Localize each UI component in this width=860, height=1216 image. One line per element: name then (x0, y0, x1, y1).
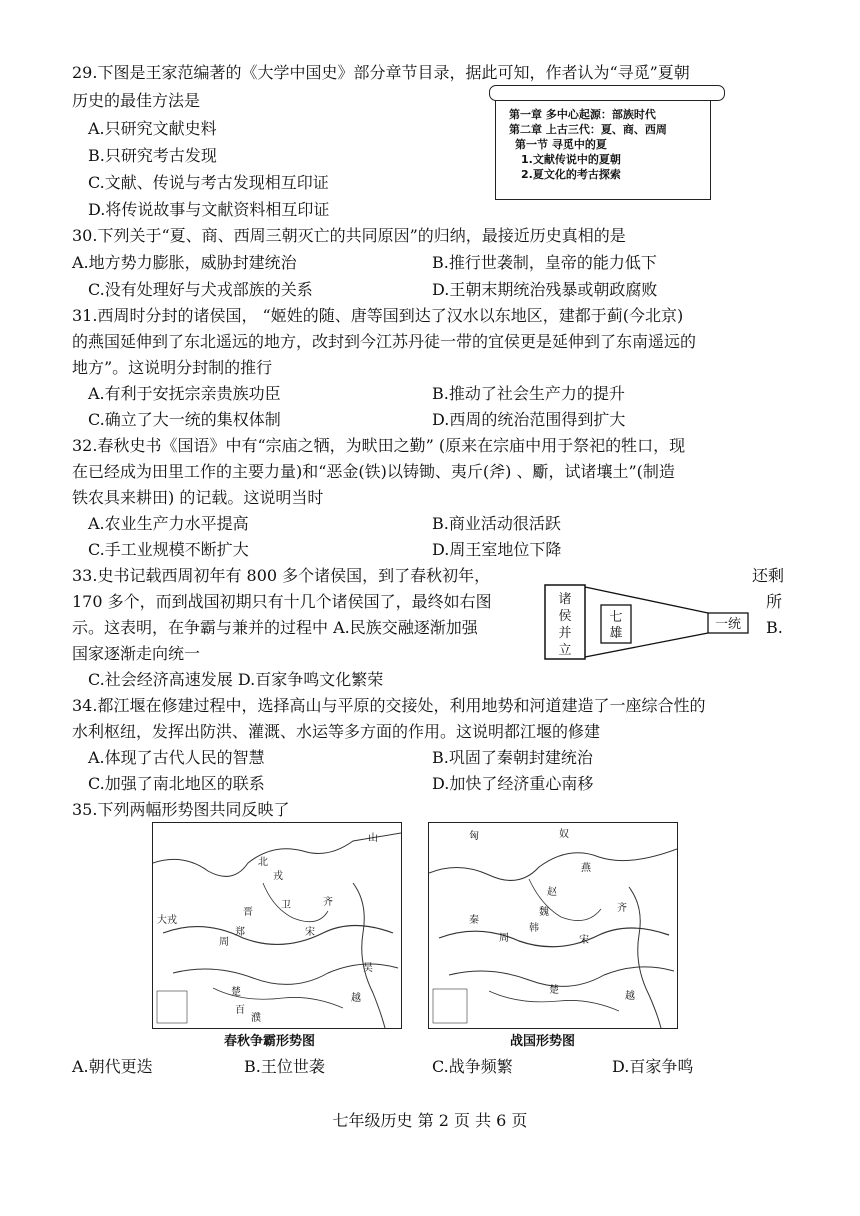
q34-option-a[interactable]: A.体现了古代人民的智慧 (88, 748, 265, 767)
svg-text:宋: 宋 (305, 927, 315, 938)
svg-text:越: 越 (625, 991, 635, 1002)
scroll-roll (489, 85, 725, 101)
book-contents-scroll (489, 85, 723, 200)
svg-text:晋: 晋 (243, 907, 253, 918)
q31-option-b[interactable]: B.推动了社会生产力的提升 (432, 384, 625, 403)
svg-text:奴: 奴 (559, 829, 569, 840)
diagram-left-c1: 诸 (558, 592, 572, 607)
svg-text:北: 北 (258, 857, 268, 868)
q35-stem: 35.下列两幅形势图共同反映了 (72, 800, 290, 819)
scroll-line-4: 1.文献传说中的夏朝 (521, 153, 621, 166)
q34-stem-line2: 水利枢纽，发挥出防洪、灌溉、水运等多方面的作用。这说明都江堰的修建 (72, 722, 601, 741)
q32-option-b[interactable]: B.商业活动很活跃 (432, 514, 561, 533)
q33-line2: 170 多个，而到战国初期只有十几个诸侯国了，最终如右图 (72, 592, 492, 611)
q32-option-d[interactable]: D.周王室地位下降 (432, 540, 562, 559)
q33-line4: 国家逐渐走向统一 (72, 644, 201, 663)
svg-text:濮: 濮 (251, 1013, 261, 1024)
svg-text:楚: 楚 (231, 987, 241, 998)
diagram-mid-c2: 雄 (609, 626, 623, 641)
diagram-mid-c1: 七 (609, 610, 623, 625)
q31-stem-line1: 31.西周时分封的诸侯国， “姬姓的随、唐等国到达了汉水以东地区，建都于蓟(今北京) (72, 306, 684, 325)
svg-text:韩: 韩 (529, 923, 539, 934)
svg-text:匈: 匈 (469, 831, 479, 842)
svg-text:燕: 燕 (581, 863, 591, 874)
svg-text:越: 越 (351, 993, 361, 1004)
q31-option-d[interactable]: D.西周的统治范围得到扩大 (432, 410, 626, 429)
q33-line3: 示。这表明，在争霸与兼并的过程中 A.民族交融逐渐加强 (72, 618, 478, 637)
svg-text:魏: 魏 (539, 907, 549, 918)
q34-option-c[interactable]: C.加强了南北地区的联系 (88, 774, 265, 793)
q29-stem-line1: 29.下图是王家范编著的《大学中国史》部分章节目录，据此可知，作者认为“寻觅”夏朝 (72, 63, 690, 82)
q35-option-a[interactable]: A.朝代更迭 (72, 1057, 153, 1076)
scroll-contents (509, 107, 667, 182)
scroll-line-2: 第二章 上古三代：夏、商、西周 (509, 123, 667, 136)
svg-text:吴: 吴 (363, 963, 373, 974)
q33-line1-end: 还剩 (752, 566, 785, 585)
q34-option-b[interactable]: B.巩固了秦朝封建统治 (432, 748, 593, 767)
q31-stem-line2: 的燕国延伸到了东北遥远的地方，改封到今江苏丹徒一带的宜侯更是延伸到了东南遥远的 (72, 332, 697, 351)
q29-option-b[interactable]: B.只研究考古发现 (88, 146, 217, 165)
q34-stem-line1: 34.都江堰在修建过程中，选择高山与平原的交接处，利用地势和河道建造了一座综合性的 (72, 696, 706, 715)
diagram-left-c4: 立 (558, 643, 572, 658)
diagram-right-text: 一统 (714, 617, 742, 632)
svg-text:卫: 卫 (281, 900, 291, 911)
q32-stem-line3: 铁农具来耕田) 的记载。这说明当时 (72, 488, 324, 507)
warring-states-map-caption: 战国形势图 (510, 1034, 576, 1049)
q31-option-a[interactable]: A.有利于安抚宗亲贵族功臣 (88, 384, 281, 403)
svg-text:赵: 赵 (547, 887, 557, 898)
q32-stem-line1: 32.春秋史书《国语》中有“宗庙之牺，为畎田之勤” (原来在宗庙中用于祭祀的牲口，现 (72, 436, 686, 455)
diagram-left-c3: 并 (558, 626, 572, 641)
q29-stem-line2: 历史的最佳方法是 (72, 91, 201, 110)
q29-option-a[interactable]: A.只研究文献史料 (88, 119, 217, 138)
q33-line2-end: 所 (766, 592, 783, 611)
svg-text:楚: 楚 (549, 985, 559, 996)
unification-diagram (543, 583, 753, 663)
svg-text:山: 山 (368, 833, 378, 844)
q30-option-a[interactable]: A.地方势力膨胀，威胁封建统治 (72, 253, 297, 272)
q31-stem-line3: 地方”。这说明分封制的推行 (72, 358, 273, 377)
spring-autumn-map (152, 822, 402, 1029)
q30-option-b[interactable]: B.推行世袭制，皇帝的能力低下 (432, 253, 657, 272)
scroll-line-5: 2.夏文化的考古探索 (521, 168, 621, 181)
svg-text:宋: 宋 (579, 935, 589, 946)
q29-option-c[interactable]: C.文献、传说与考古发现相互印证 (88, 173, 329, 192)
q31-option-c[interactable]: C.确立了大一统的集权体制 (88, 410, 281, 429)
page-footer: 七年级历史 第 2 页 共 6 页 (332, 1111, 528, 1130)
q32-stem-line2: 在已经成为田里工作的主要力量)和“恶金(铁)以铸锄、夷斤(斧) 、斸，试诸壤土”(制造 (72, 462, 675, 481)
svg-text:秦: 秦 (469, 915, 479, 926)
q33-options-cd[interactable]: C.社会经济高速发展 D.百家争鸣文化繁荣 (88, 670, 384, 689)
svg-text:大戎: 大戎 (157, 915, 177, 926)
q30-option-d[interactable]: D.王朝末期统治残暴或朝政腐败 (432, 280, 658, 299)
svg-text:周: 周 (499, 933, 509, 944)
q35-option-c[interactable]: C.战争频繁 (432, 1057, 513, 1076)
warring-states-map (428, 822, 678, 1029)
scroll-line-3: 第一节 寻觅中的夏 (515, 138, 607, 151)
svg-text:百: 百 (235, 1005, 245, 1016)
svg-text:齐: 齐 (323, 897, 333, 908)
spring-autumn-map-caption: 春秋争霸形势图 (224, 1034, 316, 1049)
svg-text:郑: 郑 (235, 927, 245, 938)
q30-option-c[interactable]: C.没有处理好与犬戎部族的关系 (88, 280, 313, 299)
q34-option-d[interactable]: D.加快了经济重心南移 (432, 774, 594, 793)
svg-text:齐: 齐 (617, 903, 627, 914)
q29-option-d[interactable]: D.将传说故事与文献资料相互印证 (88, 200, 330, 219)
svg-text:周: 周 (219, 937, 229, 948)
q35-option-d[interactable]: D.百家争鸣 (612, 1057, 694, 1076)
q35-option-b[interactable]: B.王位世袭 (244, 1057, 325, 1076)
q30-stem: 30.下列关于“夏、商、西周三朝灭亡的共同原因”的归纳，最接近历史真相的是 (72, 226, 626, 245)
q33-line1: 33.史书记载西周初年有 800 多个诸侯国，到了春秋初年， (72, 566, 491, 585)
svg-text:戎: 戎 (273, 871, 283, 882)
q32-option-a[interactable]: A.农业生产力水平提高 (88, 514, 249, 533)
scroll-line-1: 第一章 多中心起源：部族时代 (509, 108, 656, 121)
q33-option-b-label[interactable]: B. (766, 618, 783, 637)
diagram-left-c2: 侯 (558, 609, 572, 624)
q32-option-c[interactable]: C.手工业规模不断扩大 (88, 540, 249, 559)
